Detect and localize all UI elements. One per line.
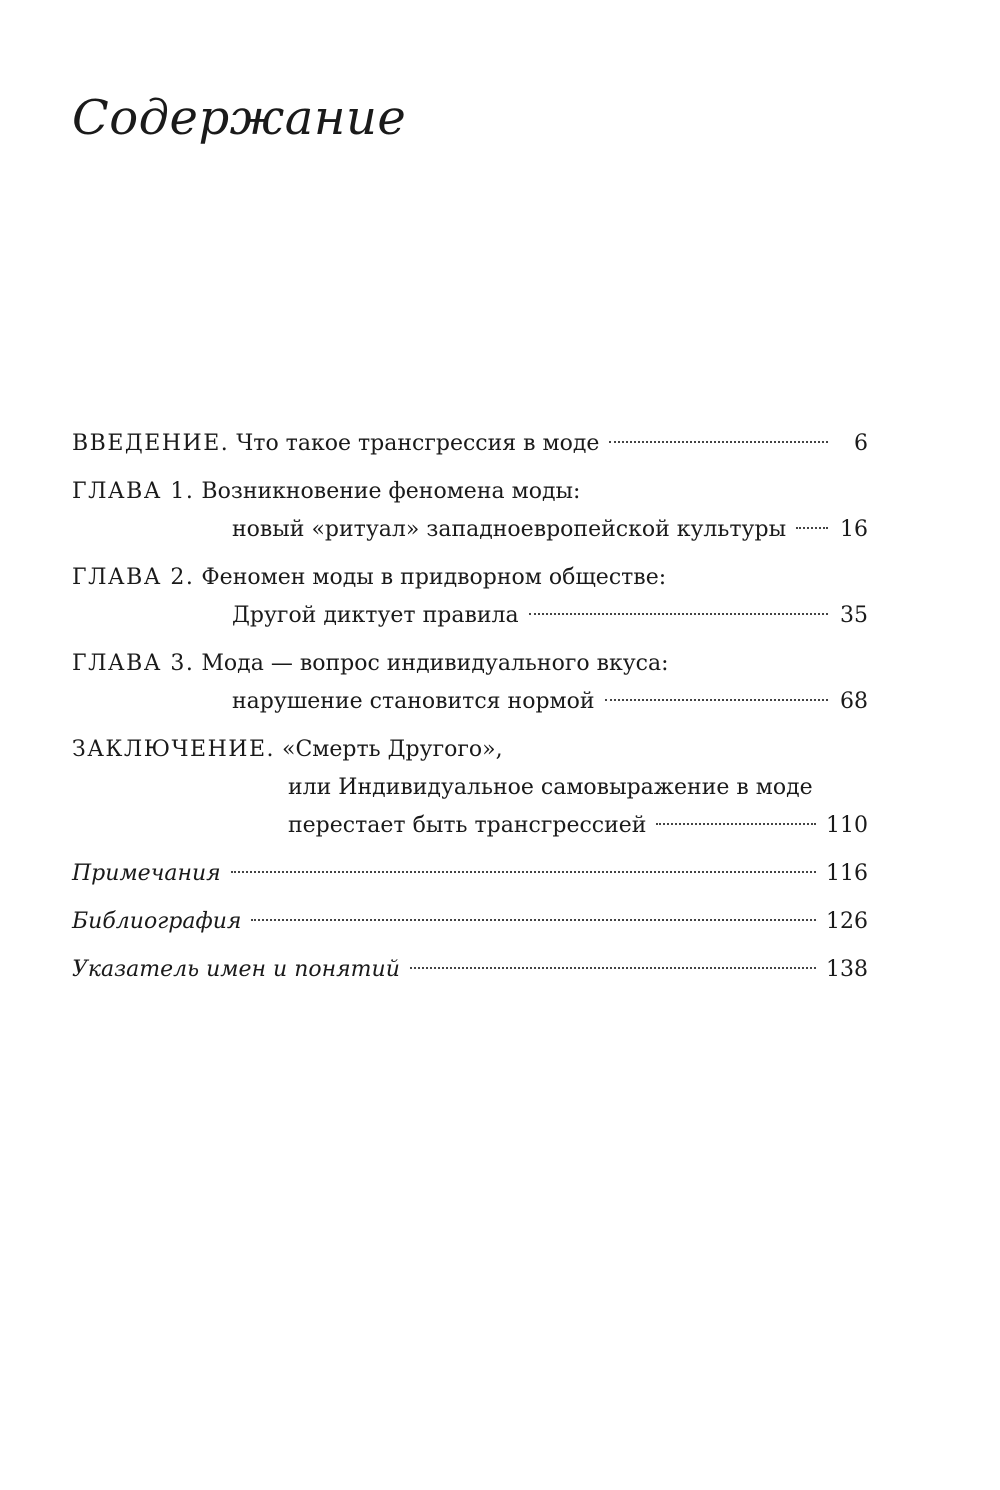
toc-title-line: нарушение становится нормой (232, 689, 595, 714)
dot-leader (529, 613, 828, 615)
dot-leader (796, 527, 828, 529)
toc-title: Указатель имен и понятий (72, 957, 400, 982)
toc-entry-bibliography[interactable] (72, 903, 868, 941)
toc-title-line: Возникновение феномена моды: (201, 479, 581, 504)
toc-entry-chapter-2[interactable] (72, 559, 868, 635)
dot-leader (231, 871, 816, 873)
toc-label: ВВЕДЕНИЕ. (72, 431, 230, 456)
toc-title-line: «Смерть Другого», (282, 737, 503, 762)
toc-title: Примечания (72, 861, 221, 886)
toc-title: Что такое трансгрессия в моде (236, 431, 600, 456)
dot-leader (251, 919, 816, 921)
dot-leader (656, 823, 816, 825)
toc-entry-chapter-1[interactable] (72, 473, 868, 549)
toc-title-line: Другой диктует правила (232, 603, 519, 628)
toc-title-line: Мода — вопрос индивидуального вкуса: (201, 651, 669, 676)
toc-title: Библиография (72, 909, 242, 934)
toc-page-number: 68 (840, 689, 868, 714)
page-title: Содержание (72, 90, 407, 146)
table-of-contents (72, 425, 868, 999)
toc-label: ГЛАВА 3. (72, 651, 195, 676)
toc-title-line: новый «ритуал» западноевропейской культуры (232, 517, 787, 542)
toc-entry-chapter-3[interactable] (72, 645, 868, 721)
toc-page-number: 126 (826, 909, 868, 934)
toc-entry-introduction[interactable] (72, 425, 868, 463)
toc-label: ГЛАВА 1. (72, 479, 195, 504)
toc-title-line: Феномен моды в придворном обществе: (201, 565, 667, 590)
dot-leader (410, 967, 816, 969)
dot-leader (605, 699, 828, 701)
toc-page-number: 6 (854, 431, 868, 456)
toc-label: ГЛАВА 2. (72, 565, 195, 590)
toc-page-number: 116 (826, 861, 868, 886)
toc-page-number: 110 (826, 813, 868, 838)
toc-title-line: или Индивидуальное самовыражение в моде (288, 775, 813, 800)
toc-entry-index[interactable] (72, 951, 868, 989)
toc-page-number: 16 (840, 517, 868, 542)
toc-page-number: 35 (840, 603, 868, 628)
toc-entry-conclusion[interactable] (72, 731, 868, 845)
toc-label: ЗАКЛЮЧЕНИЕ. (72, 737, 275, 762)
toc-title-line: перестает быть трансгрессией (288, 813, 647, 838)
toc-page-number: 138 (826, 957, 868, 982)
dot-leader (609, 441, 828, 443)
toc-entry-notes[interactable] (72, 855, 868, 893)
